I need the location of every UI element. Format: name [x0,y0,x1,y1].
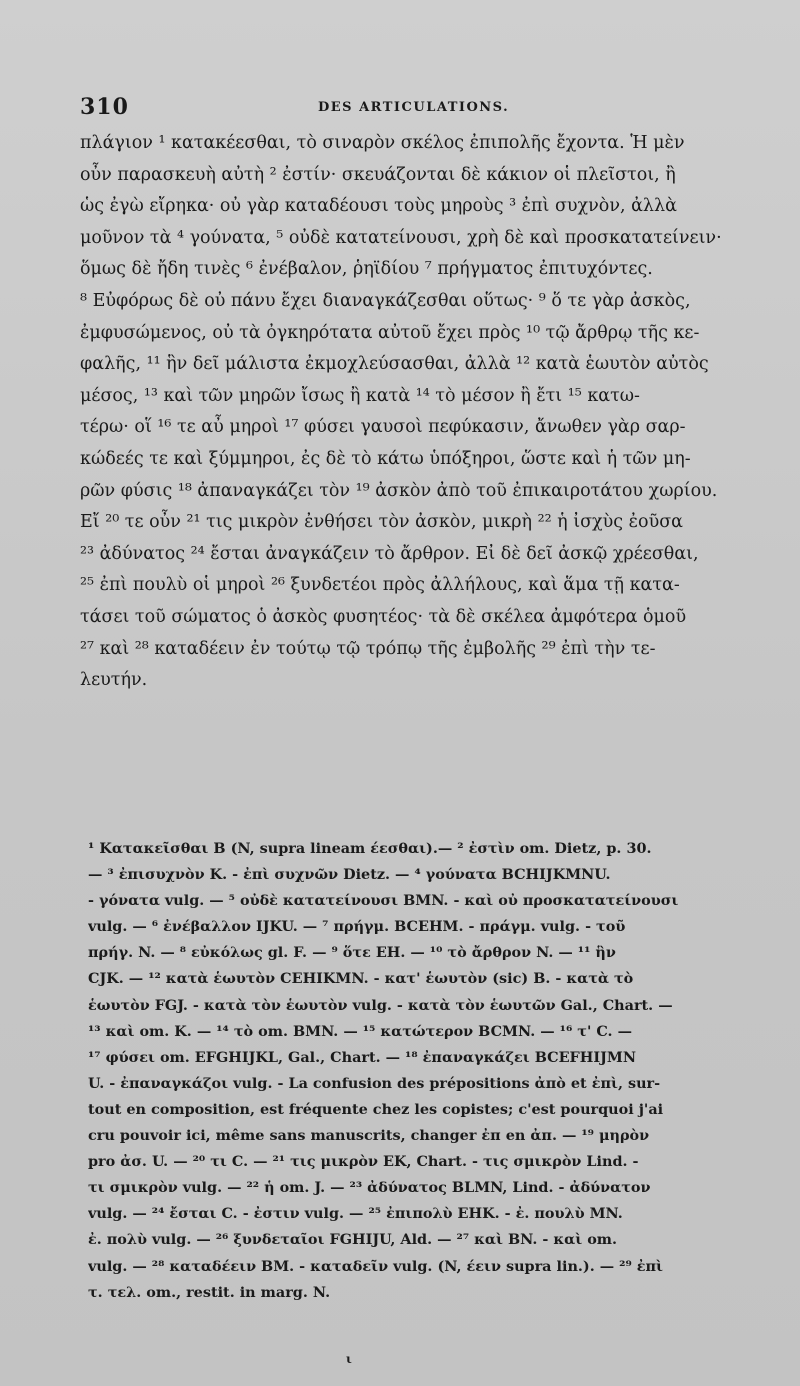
footnote-line: pro ἀσ. U. — ²⁰ τι C. — ²¹ τις μικρὸν EK, Chart. - τις σμικρὸν Lind. - [88,1153,639,1171]
footnote-line: vulg. — ⁶ ἐνέβαλλον IJKU. — ⁷ πρήγμ. BCEHM. - πράγμ. vulg. - τοῦ [88,918,626,936]
footnote-line: ¹³ καὶ om. K. — ¹⁴ τὸ om. BMN. — ¹⁵ κατώτερον BCMN. — ¹⁶ τ' C. — [88,1022,632,1040]
footnote-line: vulg. — ²⁴ ἔσται C. - ἐστιν vulg. — ²⁵ ἐπιπολὺ EHK. - ἐ. πουλὺ MN. [88,1205,623,1223]
footnote-line: ¹⁷ φύσει om. EFGHIJKL, Gal., Chart. — ¹⁸ ἐπαναγκάζει BCEFHIJMN [88,1048,636,1066]
footnote-line: - γόνατα vulg. — ⁵ οὐδὲ κατατείνουσι BMN. - καὶ οὐ προσκατατείνουσι [88,892,679,910]
page-header [80,94,770,124]
footnote-line: U. - ἐπαναγκάζοι vulg. - La confusion des prépositions ἀπὸ et ἐπὶ, sur- [88,1074,661,1092]
text-line: τέρω· οἵ ¹⁶ τε αὖ μηροὶ ¹⁷ φύσει γαυσοὶ πεφύκασιν, ἄνωθεν γὰρ σαρ- [80,417,686,438]
text-line: κώδεές τε καὶ ξύμμηροι, ἐς δὲ τὸ κάτω ὑπόξηροι, ὥστε καὶ ἡ τῶν μη- [80,448,691,469]
footnote-line: ¹ Κατακεῖσθαι B (N, supra lineam έεσθαι).— ² ἐστὶν om. Dietz, p. 30. [88,840,652,857]
running-head: DES ARTICULATIONS. [318,100,510,115]
text-line: Εἴ ²⁰ τε οὖν ²¹ τις μικρὸν ἐνθήσει τὸν ἀσκὸν, μικρὴ ²² ἡ ἰσχὺς ἐοῦσα [80,512,683,533]
text-line: ρῶν φύσις ¹⁸ ἀπαναγκάζει τὸν ¹⁹ ἀσκὸν ἀπὸ τοῦ ἐπικαιροτάτου χωρίου. [80,480,718,501]
text-line: ²⁵ ἐπὶ πουλὺ οἱ μηροὶ ²⁶ ξυνδετέοι πρὸς ἀλλήλους, καὶ ἅμα τῇ κατα- [80,575,680,596]
text-line: ὅμως δὲ ἤδη τινὲς ⁶ ἐνέβαλον, ῥηϊδίου ⁷ πρήγματος ἐπιτυχόντες. [80,259,653,280]
page-number: 310 [80,94,129,120]
footnotes [88,836,770,1306]
text-line: ἐμφυσώμενος, οὐ τὰ ὀγκηρότατα αὐτοῦ ἔχει πρὸς ¹⁰ τῷ ἄρθρῳ τῆς κε- [80,322,700,343]
text-line: πλάγιον ¹ κατακέεσθαι, τὸ σιναρὸν σκέλος ἐπιπολῆς ἔχοντα. Ἡ μὲν [80,133,685,153]
footnote-line: cru pouvoir ici, même sans manuscrits, changer ἐπ en ἀπ. — ¹⁹ μηρὸν [88,1127,650,1145]
footnote-line: τι σμικρὸν vulg. — ²² ἡ om. J. — ²³ ἀδύνατος BLMN, Lind. - ἀδύνατον [88,1179,651,1197]
footnote-line: τ. τελ. om., restit. in marg. N. [88,1283,331,1301]
text-line: μέσος, ¹³ καὶ τῶν μηρῶν ἴσως ἢ κατὰ ¹⁴ τὸ μέσον ἢ ἔτι ¹⁵ κατω- [80,385,640,406]
footnote-line: vulg. — ²⁸ καταδέειν BM. - καταδεῖν vulg. (N, έειν supra lin.). — ²⁹ ἐπὶ [88,1257,664,1275]
footnote-line: πρήγ. N. — ⁸ εὐκόλως gl. F. — ⁹ ὅτε EH. — ¹⁰ τὸ ἄρθρον N. — ¹¹ ἣν [88,944,616,962]
footnote-line: — ³ ἐπισυχνὸν K. - ἐπὶ συχνῶν Dietz. — ⁴ γούνατα BCHIJKMNU. [88,866,611,884]
footnote-line: tout en composition, est fréquente chez les copistes; c'est pourquoi j'ai [88,1100,664,1118]
footnote-line: ἑωυτὸν FGJ. - κατὰ τὸν ἑωυτὸν vulg. - κατὰ τὸν ἑωυτῶν Gal., Chart. — [88,996,673,1014]
footnote-line: CJK. — ¹² κατὰ ἑωυτὸν CEHIKMN. - κατ' ἑωυτὸν (sic) B. - κατὰ τὸ [88,970,634,988]
text-line: τάσει τοῦ σώματος ὁ ἀσκὸς φυσητέος· τὰ δὲ σκέλεα ἀμφότερα ὁμοῦ [80,606,687,627]
text-line: ⁸ Εὐφόρως δὲ οὐ πάνυ ἔχει διαναγκάζεσθαι οὕτως· ⁹ ὅ τε γὰρ ἀσκὸς, [80,290,691,311]
text-line: οὖν παρασκευὴ αὐτὴ ² ἐστίν· σκευάζονται δὲ κάκιον οἱ πλεῖστοι, ἢ [80,164,676,185]
text-line: φαλῆς, ¹¹ ἣν δεῖ μάλιστα ἐκμοχλεύσασθαι, ἀλλὰ ¹² κατὰ ἑωυτὸν αὐτὸς [80,354,709,375]
text-line: μοῦνον τὰ ⁴ γούνατα, ⁵ οὐδὲ κατατείνουσι, χρὴ δὲ καὶ προσκατατείνειν· [80,227,722,248]
text-line: ²⁷ καὶ ²⁸ καταδέειν ἐν τούτῳ τῷ τρόπῳ τῆς ἐμβολῆς ²⁹ ἐπὶ τὴν τε- [80,638,656,659]
text-line: ὡς ἐγὼ εἴρηκα· οὐ γὰρ καταδέουσι τοὺς μηροὺς ³ ἐπὶ συχνὸν, ἀλλὰ [80,196,677,217]
text-line: ²³ ἀδύνατος ²⁴ ἔσται ἀναγκάζειν τὸ ἄρθρον. Εἰ δὲ δεῖ ἀσκῷ χρέεσθαι, [80,543,699,564]
footnote-line: ἐ. πολὺ vulg. — ²⁶ ξυνδεταῖοι FGHIJU, Ald. — ²⁷ καὶ BN. - καὶ om. [88,1231,618,1249]
signature-mark: ι [346,1352,352,1366]
text-line: λευτήν. [80,670,148,691]
greek-main-text [80,128,770,697]
